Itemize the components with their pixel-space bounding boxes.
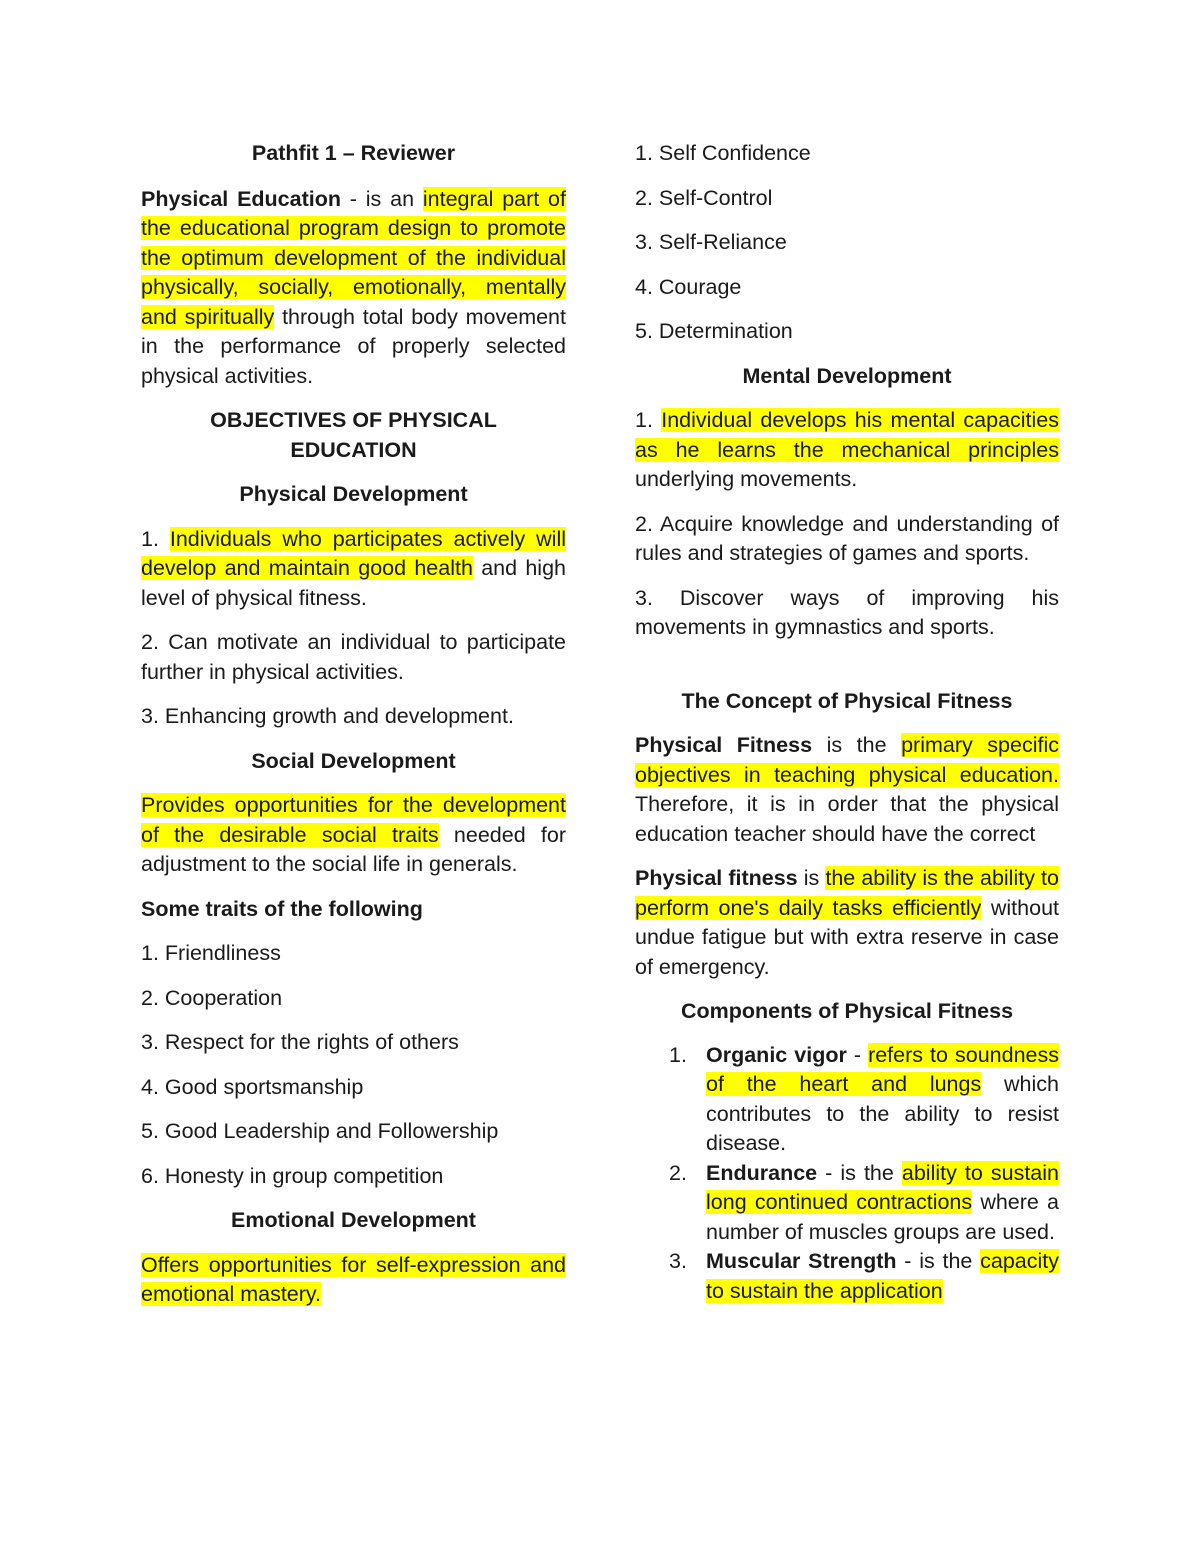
mental-item-3: 3. Discover ways of improving his movements in gymnastics and sports. xyxy=(635,585,1059,639)
emotional-item: 5. Determination xyxy=(635,319,793,343)
trait-item: 3. Respect for the rights of others xyxy=(141,1030,459,1054)
component-item: 3. Muscular Strength - is the capacity to sustain the application xyxy=(669,1249,1059,1303)
concept-heading: The Concept of Physical Fitness xyxy=(681,688,1013,713)
emotional-item: 4. Courage xyxy=(635,274,742,299)
right-column xyxy=(635,139,1059,1306)
highlight: Provides opportunities for the development of the desirable social traits xyxy=(141,793,566,847)
mental-item-2: 2. Acquire knowledge and understanding of rules and strategies of games and sports. xyxy=(635,511,1059,565)
highlight: Individual develops his mental capacities as he learns the mechanical principles xyxy=(635,408,1060,462)
pe-definition: Physical Education - is an integral part of the educational program design to promote the optimum development of the individual physically, socially, emotionally, mentally and spiritually through total body movement in the performance of properly selected physical activities. xyxy=(141,186,566,388)
physical-heading: Physical Development xyxy=(239,482,468,506)
trait-item: 1. Friendliness xyxy=(141,941,281,965)
concept-paragraph-1: Physical Fitness is the primary specific objectives in teaching physical education. Therefore, it is in order that the physical education teacher should have the correct xyxy=(635,733,1059,846)
highlight: Individuals who participates actively will develop and maintain good health xyxy=(141,526,566,580)
highlight: capacity to sustain the application xyxy=(706,1249,1059,1303)
emotional-heading: Emotional Development xyxy=(231,1208,476,1232)
highlight: primary specific objectives in teaching physical education. xyxy=(635,733,1059,787)
trait-item: 5. Good Leadership and Followership xyxy=(141,1119,499,1143)
emotional-item: 1. Self Confidence xyxy=(635,141,811,165)
highlight: the ability is the ability to perform one's daily tasks efficiently xyxy=(635,866,1059,920)
components-list xyxy=(635,1041,1059,1307)
social-text: Provides opportunities for the development of the desirable social traits needed for adjustment to the social life in generals. xyxy=(141,793,566,876)
highlight: Offers opportunities for self-expression and emotional mastery. xyxy=(141,1252,566,1306)
highlight: refers to soundness of the heart and lungs xyxy=(706,1042,1059,1096)
objectives-heading: OBJECTIVES OF PHYSICAL EDUCATION xyxy=(210,408,497,462)
component-item: 1. Organic vigor - refers to soundness of the heart and lungs which contributes to the ability to resist disease. xyxy=(669,1042,1059,1155)
concept-paragraph-2: Physical fitness is the ability is the ability to perform one's daily tasks efficiently without undue fatigue but with extra reserve in case of emergency. xyxy=(635,866,1059,979)
left-column xyxy=(141,139,566,1310)
emotional-item: 3. Self-Reliance xyxy=(635,230,787,254)
social-heading: Social Development xyxy=(251,748,456,773)
physical-item-1: 1. Individuals who participates actively will develop and maintain good health and high level of physical fitness. xyxy=(141,526,566,610)
emotional-item: 2. Self-Control xyxy=(635,185,773,210)
pe-term: Physical Education xyxy=(141,186,341,211)
mental-item-1: 1. Individual develops his mental capacities as he learns the mechanical principles underlying movements. xyxy=(635,408,1060,491)
trait-item: 6. Honesty in group competition xyxy=(141,1163,444,1188)
highlight: ability to sustain long continued contractions xyxy=(706,1160,1060,1214)
components-heading: Components of Physical Fitness xyxy=(680,999,1014,1023)
physical-item-3: 3. Enhancing growth and development. xyxy=(141,704,514,728)
page-title: Pathfit 1 – Reviewer xyxy=(251,141,456,165)
mental-heading: Mental Development xyxy=(742,363,952,388)
trait-item: 2. Cooperation xyxy=(141,985,283,1010)
highlight: integral part of the educational program design to promote the optimum development of the individual physically, socially, emotionally, mentally and spiritually xyxy=(141,186,566,329)
emotional-text xyxy=(141,1251,566,1310)
physical-item-2: 2. Can motivate an individual to participate further in physical activities. xyxy=(141,630,566,684)
component-item: 2. Endurance - is the ability to sustain long continued contractions where a number of muscles groups are used. xyxy=(669,1160,1060,1244)
traits-heading: Some traits of the following xyxy=(141,896,423,921)
trait-item: 4. Good sportsmanship xyxy=(141,1074,364,1099)
